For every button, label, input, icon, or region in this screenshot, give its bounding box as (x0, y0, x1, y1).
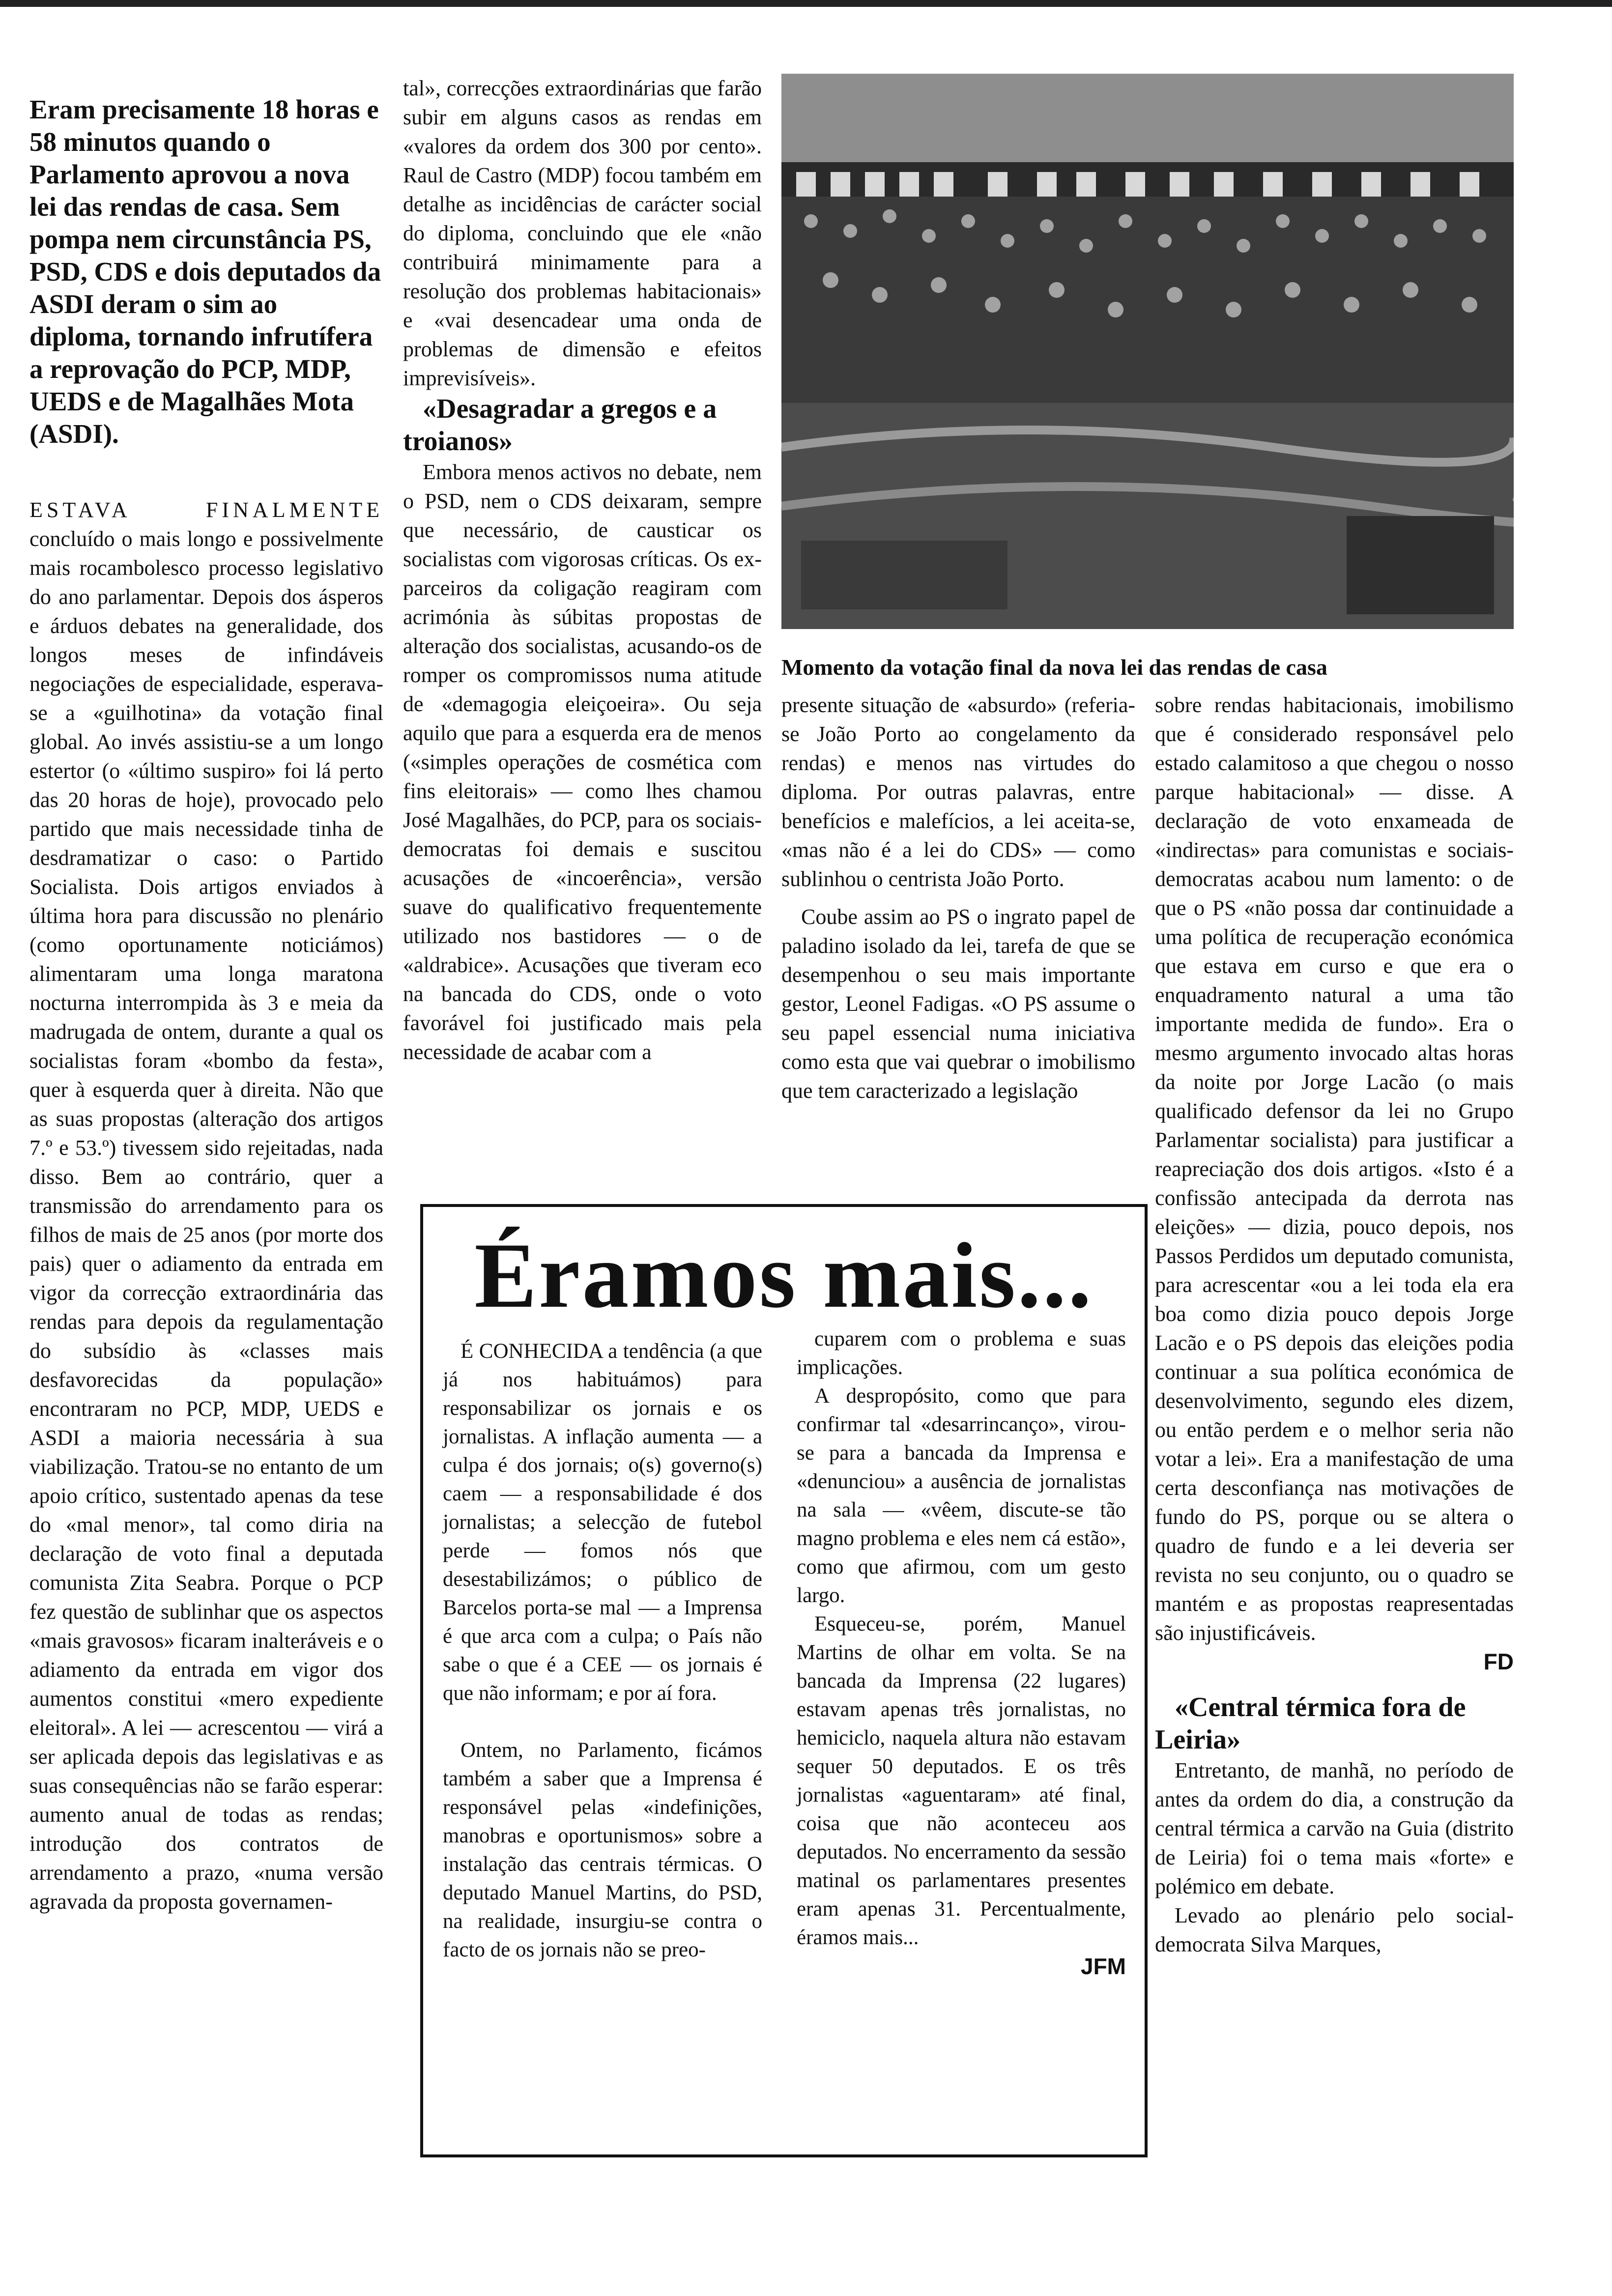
article-paragraph: presente situação de «absurdo» (referia-se João Porto ao congelamento da rendas) e menos nas virtudes do diploma. Por outras palavras, entre benefícios e malefícios, a lei aceita-se, «mas não é a lei do CDS» — como sublinhou o centrista João Porto. (781, 693, 1135, 891)
article-paragraph: Embora menos activos no debate, nem o PSD, nem o CDS deixaram, sempre que necessário, de causticar os socialistas com vigorosas críticas. Os ex-parceiros da coligação reagiram com acrimónia às súbitas propostas de alteração dos socialistas, acusando-os de romper os compromissos numa atitude de «demagogia eleiçoeira». Ou seja aquilo que para a esquerda era de menos («simples operações de cosmética com fins eleitorais» — como lhes chamou José Magalhães, do PCP, para os sociais-democratas foi demais e suscitou acusações de «incoerência», versão suave do qualificativo frequentemente utilizado nos bastidores — o de «aldrabice». Acusações que tiveram eco na bancada do CDS, onde o voto favorável foi justificado mais pela necessidade de acabar com a (403, 460, 762, 1064)
page-top-rule (0, 0, 1612, 7)
article-paragraph: Levado ao plenário pelo social-democrata Silva Marques, (1155, 1903, 1514, 1956)
article-column-3 (781, 690, 1135, 1105)
article-column-2 (403, 74, 762, 1066)
article-column-4 (1155, 690, 1514, 1959)
parliament-photo (781, 74, 1514, 629)
box-paragraph: Esqueceu-se, porém, Manuel Martins de olhar em volta. Se na bancada da Imprensa (22 lugares) estavam apenas três jornalistas, no hemiciclo, naquela altura não estavam sequer 50 deputados. E os três jornalistas «aguentaram» até final, coisa que não aconteceu aos deputados. No encerramento da sessão matinal os parlamentares presentes eram apenas 31. Percentualmente, éramos mais... (797, 1612, 1126, 1949)
box-column-2 (797, 1325, 1126, 1980)
box-headline: Éramos mais... (474, 1224, 1094, 1327)
article-dropcap: ESTAVA FINALMENTE (29, 498, 383, 522)
box-paragraph: cuparem com o problema e suas implicações. (797, 1327, 1126, 1379)
article-body-start (29, 495, 383, 1916)
photo-caption: Momento da votação final da nova lei das rendas de casa (781, 655, 1327, 680)
article-paragraph: Coube assim ao PS o ingrato papel de paladino isolado da lei, tarefa de que se desempenhou o seu mais importante gestor, Leonel Fadigas. «O PS assume o seu papel essencial numa iniciativa como esta que vai quebrar o imobilismo que tem caracterizado a legislação (781, 905, 1135, 1103)
box-paragraph: A despropósito, como que para confirmar tal «desarrincanço», virou-se para a bancada da Imprensa e «denunciou» a ausência de jornalistas na sala — «vêem, discute-se tão magno problema e eles nem cá estão», como que afirmou, com um gesto largo. (797, 1384, 1126, 1607)
article-subhead: «Central térmica fora de Leiria» (1155, 1692, 1466, 1755)
article-paragraph: concluído o mais longo e possivelmente mais rocambolesco processo legislativo do ano parlamentar. Depois dos ásperos e árduos debates na generalidade, dos longos meses de infindáveis negociações de especialidade, esperava-se a «guilhotina» da votação final global. Ao invés assistiu-se a um longo estertor (o «último suspiro» foi lá perto das 20 horas de hoje), provocado pelo partido que mais necessidade tinha de desdramatizar o caso: o Partido Socialista. Dois artigos enviados à última hora para discussão no plenário (como oportunamente noticiámos) alimentaram uma longa maratona nocturna interrompida às 3 e meia da madrugada de ontem, durante a qual os socialistas foram «bombo da festa», quer à esquerda quer à direita. Não que as suas propostas (alteração dos artigos 7.º e 53.º) tivessem sido rejeitadas, nada disso. Bem ao contrário, quer a transmissão do arrendamento para os filhos de mais de 25 anos (por morte dos pais) quer o adiamento da entrada em vigor da correcção extraordinária das rendas para depois da regulamentação do subsídio às «classes mais desfavorecidas da população» encontraram no PCP, MDP, UEDS e ASDI a maioria necessária à sua viabilização. Tratou-se no entanto de um apoio crítico, sustentado apenas da tese do «mal menor», tal como diria na declaração de voto final a deputada comunista Zita Seabra. Porque o PCP fez questão de sublinhar que os aspectos «mais gravosos» ficaram inalteráveis e o adiamento da entrada em vigor dos aumentos constitui «mero expediente eleitoral». A lei — acrescentou — virá a ser aplicada depois das legislativas e as suas consequências não se farão esperar: aumento anual de todas as rendas; introdução dos contratos de arrendamento a prazo, «numa versão agravada da proposta governamen- (29, 527, 383, 1914)
article-paragraph: sobre rendas habitacionais, imobilismo que é considerado responsável pelo estado calamitoso a que chegou o nosso parque habitacional» — disse. A declaração de voto enxameada de «indirectas» para comunistas e sociais-democratas acabou num lamento: o de que o PS «não possa dar continuidade a uma política de recuperação económica que estava em curso e que era o enquadramento natural a uma tão importante medida de fundo». Era o mesmo argumento invocado altas horas da noite por Jorge Lacão (o mais qualificado defensor da lei no Grupo Parlamentar socialista) para justificar a reapreciação dos dois artigos. «Isto é a confissão antecipada da derrota nas eleições» — dizia, pouco depois, nos Passos Perdidos um deputado comunista, para acrescentar «ou a lei toda ela era boa como dizia pouco depois Jorge Lacão e o PS depois das eleições podia continuar a sua política económica de desenvolvimento, segundo eles dizem, ou então perdem e o melhor seria não votar a lei». Era a manifestação de uma certa desconfiança nas motivações de fundo do PS, porque ou se altera o quadro de fundo e a lei deveria ser revista no seu conjunto, ou o quadro se mantém e as propostas reapresentadas são injustificáveis. (1155, 693, 1514, 1645)
box-paragraph: Ontem, no Parlamento, ficámos também a saber que a Imprensa é responsável pelas «indefinições, manobras e oportunismos» sobre a instalação das centrais térmicas. O deputado Manuel Martins, do PSD, na realidade, insurgiu-se contra o facto de os jornais não se preo- (443, 1739, 762, 1961)
sidebar-box (420, 1204, 1148, 2157)
article-paragraph: Entretanto, de manhã, no período de antes da ordem do dia, a construção da central térmica a carvão na Guia (distrito de Leiria) foi o tema mais «forte» e polémico em debate. (1155, 1758, 1514, 1898)
box-paragraph: É CONHECIDA a tendência (a que já nos habituámos) para responsabilizar os jornais e os jornalistas. A inflação aumenta — a culpa é dos jornais; o(s) governo(s) caem — a responsabilidade é dos jornalistas; a selecção de futebol perde — fomos nós que desestabilizámos; o público de Barcelos porta-se mal — a Imprensa é que arca com a culpa; o País não sabe o que é a CEE — os jornais é que não informam; e por aí fora. (443, 1340, 762, 1705)
box-signature: JFM (1081, 1953, 1126, 1979)
article-lead: Eram precisamente 18 horas e 58 minutos quando o Parlamento aprovou a nova lei das rendas de casa. Sem pompa nem circunstância PS, PSD, CDS e dois deputados da ASDI deram o sim ao diploma, tornando infrutífera a reprovação do PCP, MDP, UEDS e de Magalhães Mota (ASDI). (29, 94, 381, 449)
article-signature: FD (1483, 1649, 1514, 1674)
article-subhead: «Desagradar a gregos e a troianos» (403, 394, 717, 457)
article-paragraph: tal», correcções extraordinárias que farão subir em alguns casos as rendas em «valores da ordem dos 300 por cento». Raul de Castro (MDP) focou também em detalhe as incidências de carácter social do diploma, concluindo que ele «não contribuirá minimamente para a resolução dos problemas habitacionais» e «vai desencadear uma onda de problemas de dimensão e efeitos imprevisíveis». (403, 76, 762, 390)
box-column-1 (443, 1337, 762, 1964)
article-column-1 (29, 93, 383, 1916)
